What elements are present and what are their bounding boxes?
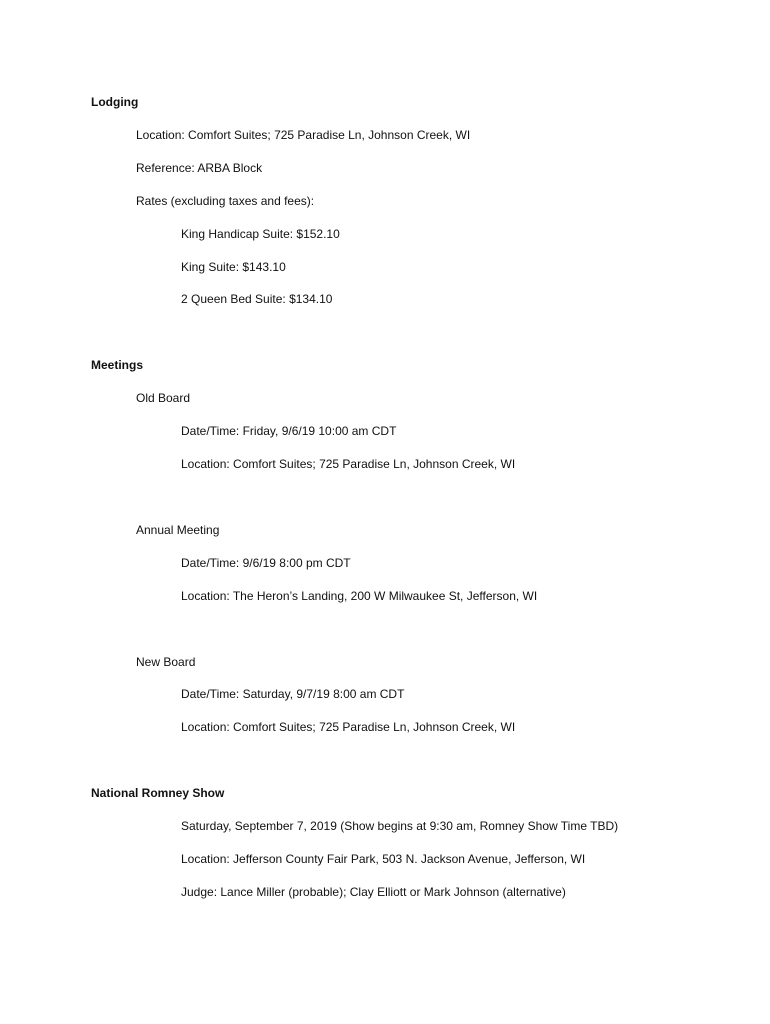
show-judge: Judge: Lance Miller (probable); Clay Elliott or Mark Johnson (alternative)	[181, 885, 566, 899]
show-date: Saturday, September 7, 2019 (Show begins at 9:30 am, Romney Show Time TBD)	[181, 819, 619, 833]
rate-2-queen-bed-suite: 2 Queen Bed Suite: $134.10	[181, 292, 333, 306]
meetings-heading: Meetings	[91, 358, 144, 372]
show-heading: National Romney Show	[91, 786, 225, 800]
meeting-annual-meeting-datetime: Date/Time: 9/6/19 8:00 pm CDT	[181, 556, 351, 570]
lodging-rates-label: Rates (excluding taxes and fees):	[136, 194, 315, 208]
show-location: Location: Jefferson County Fair Park, 503 N. Jackson Avenue, Jefferson, WI	[181, 852, 586, 866]
rate-king-handicap-suite: King Handicap Suite: $152.10	[181, 227, 340, 241]
lodging-heading: Lodging	[91, 95, 139, 109]
lodging-reference: Reference: ARBA Block	[136, 161, 263, 175]
meeting-old-board-title: Old Board	[136, 391, 191, 405]
meeting-new-board-datetime: Date/Time: Saturday, 9/7/19 8:00 am CDT	[181, 687, 405, 701]
meeting-annual-meeting-location: Location: The Heron’s Landing, 200 W Milwaukee St, Jefferson, WI	[181, 589, 538, 603]
meeting-old-board-location: Location: Comfort Suites; 725 Paradise Ln, Johnson Creek, WI	[181, 457, 516, 471]
meeting-new-board-title: New Board	[136, 655, 196, 669]
rate-king-suite: King Suite: $143.10	[181, 260, 286, 274]
meeting-annual-meeting-title: Annual Meeting	[136, 523, 220, 537]
meeting-new-board-location: Location: Comfort Suites; 725 Paradise Ln, Johnson Creek, WI	[181, 720, 516, 734]
meeting-old-board-datetime: Date/Time: Friday, 9/6/19 10:00 am CDT	[181, 424, 397, 438]
lodging-location: Location: Comfort Suites; 725 Paradise Ln, Johnson Creek, WI	[136, 128, 471, 142]
